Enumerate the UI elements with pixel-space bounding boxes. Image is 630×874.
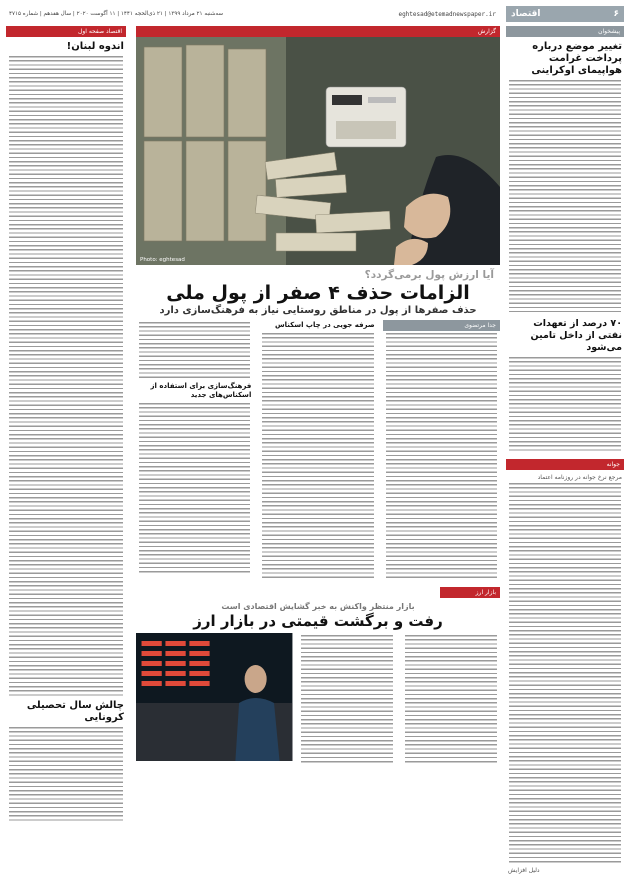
story-body — [301, 635, 393, 763]
story-body — [386, 333, 497, 581]
masthead — [6, 6, 624, 22]
story-headline[interactable]: چالش سال تحصیلی کرونایی — [26, 700, 124, 723]
story-body — [509, 483, 621, 863]
section-header — [506, 6, 624, 22]
story-body — [9, 727, 123, 821]
story-body — [509, 357, 621, 453]
section-tag: اقتصاد صفحه اول — [6, 26, 126, 37]
left-column — [6, 26, 126, 818]
photo-credit: Photo: eghtesad — [140, 257, 185, 263]
story-body — [405, 635, 497, 763]
date-line: سه‌شنبه ۲۱ مرداد ۱۳۹۹ | ۲۱ ذی‌الحجه ۱۴۴۱ | ۱۱ آگوست ۲۰۲۰ | سال هفدهم | شماره ۴۷۱۵ — [9, 11, 224, 17]
banknote-counter-illustration — [136, 37, 500, 265]
text-column — [136, 320, 253, 583]
story-kicker: مرجع نرخ جوانه در روزنامه اعتماد — [537, 474, 622, 481]
section-email[interactable]: eghtesad@etemadnewspaper.ir — [398, 10, 496, 18]
main-story — [136, 26, 500, 818]
story-body — [509, 80, 621, 312]
author-tag: جدا مرتضوی — [383, 320, 500, 331]
section-title: اقتصاد — [511, 9, 541, 19]
market-headline[interactable]: رفت و برگشت قیمتی در بازار ارز — [193, 612, 443, 630]
story-headline[interactable]: تغییر موضع درباره پرداخت غرامت هواپیمای اوکراینی — [531, 41, 622, 76]
market-body — [136, 633, 500, 765]
exchange-office-photo — [136, 633, 292, 761]
lead-subheadline: حذف صفرها از پول در مناطق روستایی نیاز به فرهنگ‌سازی دارد — [159, 305, 477, 316]
lead-body — [136, 320, 500, 583]
story-headline[interactable]: اندوه لبنان! — [66, 41, 124, 52]
text-column — [298, 633, 396, 765]
text-column — [259, 320, 376, 583]
story-body — [262, 333, 373, 581]
lead-headline[interactable]: الزامات حذف ۴ صفر از پول ملی — [166, 282, 470, 304]
story-body — [139, 403, 250, 573]
banknote-photo — [136, 37, 500, 265]
section-tag: جوانه — [506, 459, 624, 470]
inline-subhead: صرفه جویی در چاپ اسکناس — [275, 321, 375, 329]
story-headline[interactable]: ۷۰ درصد از تعهدات نفتی از داخل تامین می‌شود — [530, 318, 622, 353]
currency-board-illustration — [136, 633, 292, 761]
story-byline: دلیل افزایش — [508, 867, 540, 874]
text-column — [402, 633, 500, 765]
section-tag: بازار ارز — [440, 587, 500, 598]
story-body — [139, 322, 250, 380]
text-column — [383, 320, 500, 583]
inline-subhead: فرهنگ‌سازی برای استفاده از اسکناس‌های جدید — [150, 382, 252, 399]
section-tag: پیشخوان — [506, 26, 624, 37]
right-column — [506, 26, 624, 874]
story-body — [9, 56, 123, 696]
section-tag: گزارش — [136, 26, 500, 37]
headline-overline: بازار منتظر واکنش به خبر گشایش اقتصادی است — [221, 602, 415, 611]
headline-overline: آیا ارزش پول برمی‌گردد؟ — [364, 269, 494, 281]
page-number: ۶ — [613, 9, 619, 19]
